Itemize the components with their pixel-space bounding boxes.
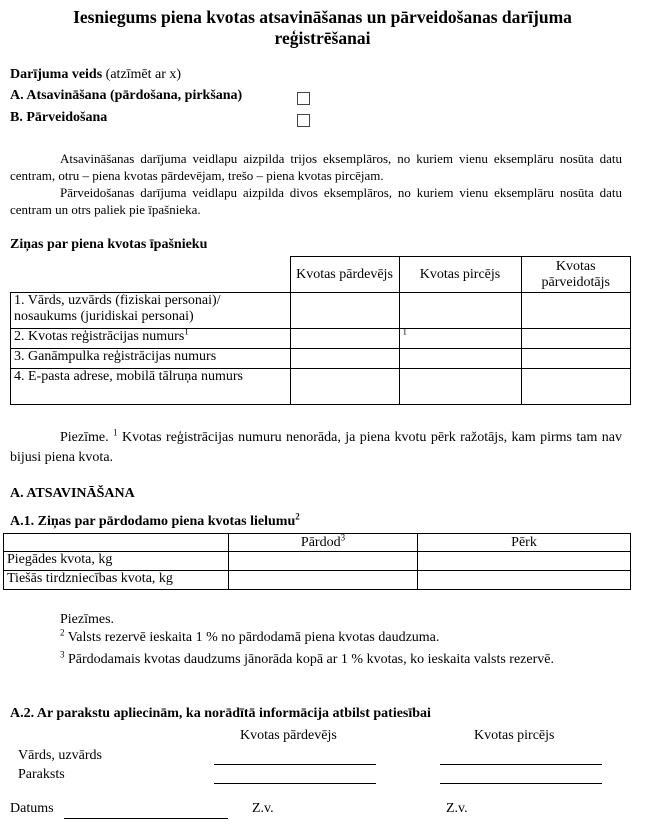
seller-signature-line[interactable] xyxy=(214,783,376,784)
row-label-direct-sales: Tiešās tirdzniecības kvota, kg xyxy=(4,571,229,590)
cell-buyer-quota-reg[interactable] xyxy=(399,326,521,349)
owner-table xyxy=(10,256,631,405)
date-label: Datums xyxy=(10,801,54,816)
a1-sup: 2 xyxy=(295,511,300,522)
deal-type-line xyxy=(10,67,181,83)
section-a-heading: A. ATSAVINĀŠANA xyxy=(10,486,135,501)
seal-buyer: Z.v. xyxy=(446,801,468,816)
cell-buy-delivery[interactable] xyxy=(418,552,631,571)
cell-seller-name[interactable] xyxy=(290,293,399,329)
note-1-prefix: Piezīme. xyxy=(60,430,109,445)
deal-type-label: Darījuma veids xyxy=(10,67,103,82)
option-b-checkbox[interactable] xyxy=(297,114,310,127)
cell-buyer-name[interactable] xyxy=(399,293,521,329)
cell-buyer-herd-reg[interactable] xyxy=(399,349,521,369)
cell-seller-contact[interactable] xyxy=(290,369,399,405)
notes-2-title: Piezīmes. xyxy=(60,612,115,627)
table-row xyxy=(11,369,631,405)
cell-sell-delivery[interactable] xyxy=(229,552,418,571)
row-label-delivery: Piegādes kvota, kg xyxy=(4,552,229,571)
buyer-name-line[interactable] xyxy=(440,764,602,765)
footnote-ref: 1 xyxy=(184,326,189,337)
cell-seller-quota-reg[interactable] xyxy=(290,329,399,349)
table-row xyxy=(11,293,631,329)
col-buy: Pērk xyxy=(418,534,631,552)
col-transformer: Kvotas pārveidotājs xyxy=(521,257,631,293)
note-1-text: Kvotas reģistrācijas numuru nenorāda, ja piena kvotu pērk ražotājs, kam pirms tam nav bijusi piena kvota. xyxy=(10,430,623,465)
row-label-quota-reg: 2. Kvotas reģistrācijas numurs$^1$ xyxy=(11,329,291,349)
table-row xyxy=(11,329,631,349)
row-label-contact: 4. E-pasta adrese, mobilā tālruņa numurs xyxy=(11,369,291,405)
title-line-2: reģistrēšanai xyxy=(274,28,371,48)
table-row xyxy=(4,552,631,571)
seal-seller: Z.v. xyxy=(252,801,274,816)
note-1 xyxy=(10,428,622,468)
option-b-label: B. Pārveidošana xyxy=(10,110,108,125)
date-line[interactable] xyxy=(64,818,228,819)
cell-transformer-quota-reg[interactable] xyxy=(521,329,631,349)
col-sell: Pārdod$^3$ xyxy=(229,534,418,552)
a1-table xyxy=(3,533,631,590)
col-seller: Kvotas pārdevējs xyxy=(290,257,399,293)
buyer-signature-line[interactable] xyxy=(440,783,602,784)
note-3: $^3$ Pārdodamais kvotas daudzums jānorāda kopā ar 1 % kvotas, ko ieskaita valsts rezervē. xyxy=(60,649,554,667)
row-label-herd-reg: 3. Ganāmpulka reģistrācijas numurs xyxy=(11,349,291,369)
table-row xyxy=(4,571,631,590)
option-a-checkbox[interactable] xyxy=(297,92,310,105)
a2-buyer-label: Kvotas pircējs xyxy=(474,728,555,743)
a1-table-header xyxy=(4,534,631,552)
seller-name-line[interactable] xyxy=(214,764,376,765)
note-1-sup: 1 xyxy=(113,427,118,438)
cell-buyer-contact[interactable] xyxy=(399,369,521,405)
cell-sell-direct[interactable] xyxy=(229,571,418,590)
cell-transformer-herd-reg[interactable] xyxy=(521,349,631,369)
owner-section-heading: Ziņas par piena kvotas īpašnieku xyxy=(10,237,208,252)
deal-type-hint: (atzīmēt ar x) xyxy=(105,67,182,82)
sell-sup: 3 xyxy=(340,531,346,542)
document-title xyxy=(0,7,645,49)
cell-transformer-name[interactable] xyxy=(521,293,631,329)
title-line-1: Iesniegums piena kvotas atsavināšanas un pārveidošanas darījuma xyxy=(73,7,572,27)
note-2: $^2$ Valsts rezervē ieskaita 1 % no pārdodamā piena kvotas daudzuma. xyxy=(60,627,440,645)
owner-table-header xyxy=(11,257,631,293)
intro-paragraph-2: Pārveidošanas darījuma veidlapu aizpilda divos eksemplāros, no kuriem vienu eksemplāru nosūta datu centram un otrs paliek pie īpašnieka. xyxy=(10,185,622,217)
a2-heading: A.2. Ar parakstu apliecinām, ka norādītā informācija atbilst patiesībai xyxy=(10,706,431,721)
cell-buy-direct[interactable] xyxy=(418,571,631,590)
footnote-ref: 1 xyxy=(402,326,407,337)
signature-label: Paraksts xyxy=(18,767,65,782)
col-buyer: Kvotas pircējs xyxy=(399,257,521,293)
option-a-label: A. Atsavināšana (pārdošana, pirkšana) xyxy=(10,88,243,103)
cell-seller-herd-reg[interactable] xyxy=(290,349,399,369)
name-label: Vārds, uzvārds xyxy=(18,748,102,763)
a1-heading: A.1. Ziņas par pārdodamo piena kvotas lielumu$^2$ xyxy=(10,511,300,529)
row-label-name: 1. Vārds, uzvārds (fiziskai personai)/ nosaukums (juridiskai personai) xyxy=(11,293,291,329)
a2-seller-label: Kvotas pārdevējs xyxy=(240,728,337,743)
cell-transformer-contact[interactable] xyxy=(521,369,631,405)
table-row xyxy=(11,349,631,369)
intro-paragraph-1: Atsavināšanas darījuma veidlapu aizpilda trijos eksemplāros, no kuriem vienu eksemplāru nosūta datu centram, otru – piena kvotas pārdevējam, trešo – piena kvotas pircējam. xyxy=(10,151,622,183)
